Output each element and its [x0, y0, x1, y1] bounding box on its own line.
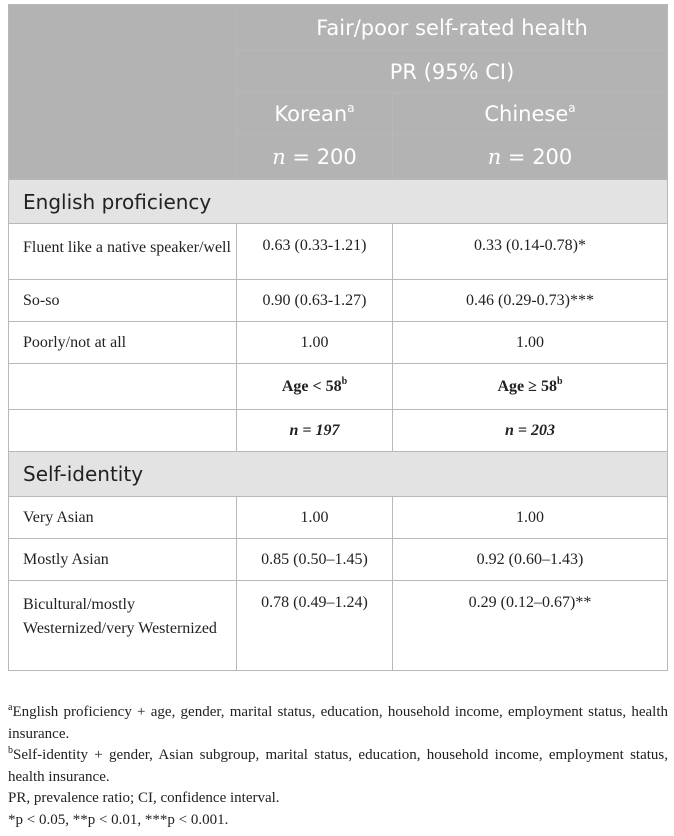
table-footnotes — [8, 702, 668, 831]
row-label: Mostly Asian — [9, 539, 237, 581]
korean-value: 0.63 (0.33-1.21) — [237, 224, 393, 280]
outcome-header: Fair/poor self-rated health — [237, 5, 668, 51]
korean-value: 0.85 (0.50–1.45) — [237, 539, 393, 581]
row-label: So-so — [9, 280, 237, 322]
footnote-a: $^a$English proficiency + age, gender, marital status, education, household income, employment status, health insurance. — [8, 702, 668, 742]
results-table-container — [8, 4, 667, 671]
footnote-significance: *p < 0.05, **p < 0.01, ***p < 0.001. — [8, 811, 229, 828]
chinese-value: 1.00 — [393, 497, 668, 539]
chinese-value: 1.00 — [393, 322, 668, 364]
section-self-identity: Self-identity — [9, 452, 668, 497]
age-58-plus-header: Age ≥ $58^b$ — [393, 364, 668, 410]
age-under-58-header: Age < $58^b$ — [237, 364, 393, 410]
section-english-proficiency: English proficiency — [9, 180, 668, 224]
chinese-value: 0.46 (0.29-0.73)*** — [393, 280, 668, 322]
chinese-value: 0.92 (0.60–1.43) — [393, 539, 668, 581]
korean-value: 0.78 (0.49–1.24) — [237, 581, 393, 671]
age-under-58-sample-size: n = 197 — [237, 410, 393, 452]
chinese-sample-size: n = 200 — [393, 135, 668, 180]
korean-value: 1.00 — [237, 322, 393, 364]
korean-sample-size: n = 200 — [237, 135, 393, 180]
empty-cell — [9, 364, 237, 410]
results-table — [8, 4, 668, 671]
age-58-plus-sample-size: n = 203 — [393, 410, 668, 452]
row-label: Bicultural/mostly Westernized/very Westernized — [9, 581, 237, 671]
chinese-value: 0.33 (0.14-0.78)* — [393, 224, 668, 280]
korean-value: 1.00 — [237, 497, 393, 539]
row-label: Very Asian — [9, 497, 237, 539]
chinese-column-header: Chinese$^a$ — [393, 93, 668, 135]
korean-column-header: Korean$^a$ — [237, 93, 393, 135]
row-label: Poorly/not at all — [9, 322, 237, 364]
footnote-abbreviations: PR, prevalence ratio; CI, confidence interval. — [8, 790, 280, 806]
header-corner-cell — [9, 5, 237, 180]
empty-cell — [9, 410, 237, 452]
korean-value: 0.90 (0.63-1.27) — [237, 280, 393, 322]
row-label: Fluent like a native speaker/well — [9, 224, 237, 280]
measure-header: PR (95% CI) — [237, 51, 668, 93]
chinese-value: 0.29 (0.12–0.67)** — [393, 581, 668, 671]
footnote-b: $^b$Self-identity + gender, Asian subgroup, marital status, education, household income, employment status, health insurance. — [8, 745, 668, 785]
